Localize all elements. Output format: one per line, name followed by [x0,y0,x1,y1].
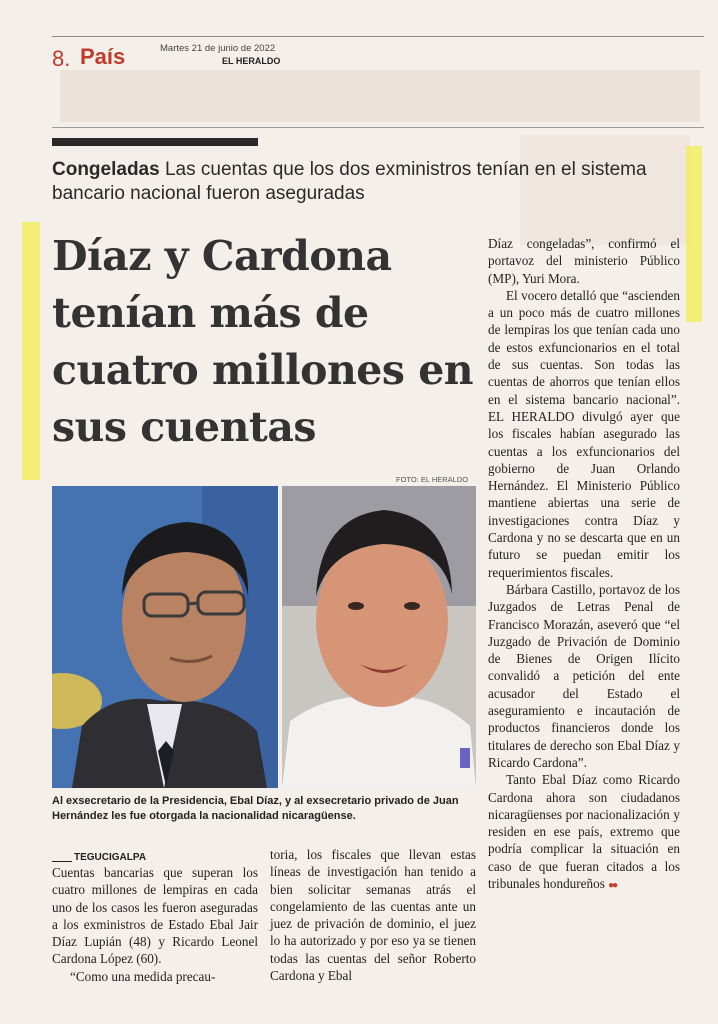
body-paragraph: Díaz congeladas”, confirmó el portavoz del ministerio Público (MP), Yuri Mora. [488,236,680,286]
kicker [52,158,672,206]
body-column-1 [52,864,258,985]
headline: Díaz y Cardona tenían más de cuatro millones en sus cuentas [52,232,474,451]
header-rule [52,127,704,128]
highlighter-mark [686,146,702,322]
portrait-illustration [282,486,476,788]
portrait-illustration [52,486,278,788]
body-column-3 [488,235,680,894]
body-paragraph: El vocero detalló que “ascienden a un poco más de cuatro millones de lempiras los que tenían cada uno de estos exfuncionarios en el total de sus cuentas. Son todas las cuentas de ahorros que tenían ellos en el sistema bancario nacional”. EL HERALDO divulgó ayer que los fiscales habían asegurado las cuentas a los exfuncionarios del gobierno de Juan Orlando Hernández. El Ministerio Público mantiene abiertas una serie de investigaciones contra Díaz y Cardona y no se descarta que en un futuro se puedan emitir los requerimientos fiscales. [488,287,680,580]
end-mark-icon: ●● [608,879,617,891]
body-paragraph [488,771,680,894]
body-column-2 [270,846,476,984]
highlighter-mark [22,222,40,480]
section-name: País [80,44,126,69]
body-paragraph: toria, los fiscales que llevan estas líneas de investigación han tenido a bien solicitar semanas atrás el congelamiento de las cuentas ante un juez de privación de dominio, el juez lo ha autorizado y por eso ya se tienen todas las cuentas del señor Roberto Cardona y Ebal [270,847,476,984]
show-through-ghost [60,70,700,122]
photo-caption: Al exsecretario de la Presidencia, Ebal Díaz, y al exsecretario privado de Juan Hernández les fue otorgada la nacionalidad nicaragüense. [52,795,459,822]
dateline: TEGUCIGALPA [74,852,147,863]
photo-ricardo-cardona [282,486,476,788]
top-rule [52,36,704,37]
photo-ebal-diaz [52,486,278,788]
photo-credit: FOTO: EL HERALDO [396,475,469,484]
body-paragraph: Cuentas bancarias que superan los cuatro millones de lempiras en cada uno de los casos les fueron aseguradas a los exministros de Estado Ebal Jair Díaz Lupián (48) y Ricardo Leonel Cardona López (60). [52,865,258,967]
page-number: 8. [52,46,71,71]
kicker-text: Las cuentas que los dos exministros tenían en el sistema bancario nacional fueron aseguradas [52,159,647,204]
closing-text: Tanto Ebal Díaz como Ricardo Cardona ahora son ciudadanos nicaragüenses por nacionalización y residen en ese país, extremo que podría complicar la situación en caso de que fueran citados a los tribunales hondureños [488,772,680,891]
kicker-lead: Congeladas [52,159,160,180]
newspaper-name: EL HERALDO [222,56,281,66]
issue-date: Martes 21 de junio de 2022 [160,43,276,54]
section-bar [52,138,258,146]
body-paragraph: Bárbara Castillo, portavoz de los Juzgados de Letras Penal de Francisco Morazán, aseveró que “el Juzgado de Privación de Dominio de Bienes de Origen Ilícito convalidó a petición del ente acusador del Estado el aseguramiento e incautación de productos financieros donde los titulares de derecho son Ebal Díaz y Ricardo Cardona”. [488,581,680,770]
dateline-rule [52,861,72,862]
body-paragraph: “Como una medida precau- [70,968,216,984]
